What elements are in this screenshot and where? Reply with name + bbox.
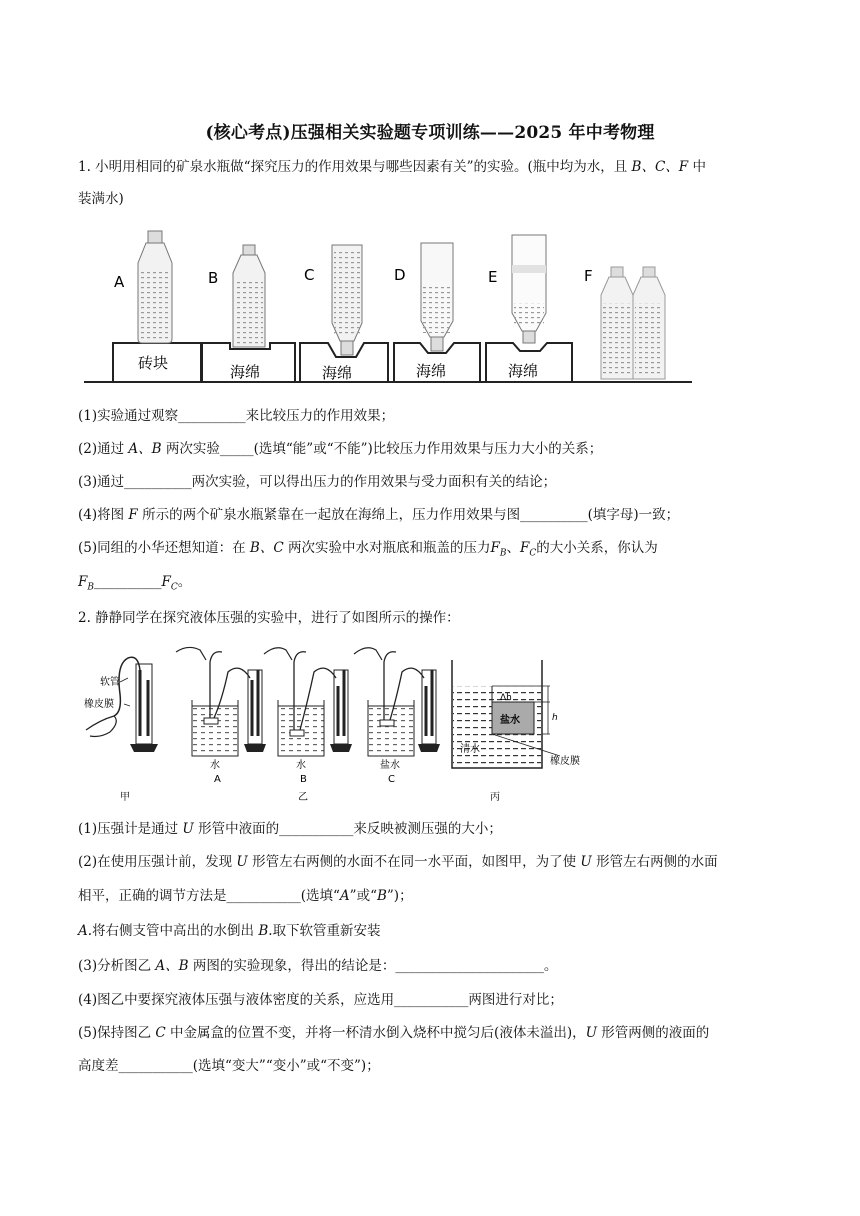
label-water-b: 水 — [296, 760, 306, 771]
q2-sub3: (3)分析图乙 A、B 两图的实验现象，得出的结论是：______________________。 — [78, 958, 558, 974]
label-jia: 甲 — [120, 792, 130, 803]
q2-sub4: (4)图乙中要探究液体压强与液体密度的关系，应选用___________两图进行对比； — [78, 992, 563, 1008]
sponge-d-label: 海绵 — [416, 362, 447, 380]
bottle-e — [512, 235, 546, 343]
label-a2: A — [214, 774, 221, 785]
q2-sub5-line2: 高度差___________(选填“变大”“变小”或“不变”)； — [78, 1058, 380, 1074]
q1-sub5: (5)同组的小华还想知道：在 B、C 两次实验中水对瓶底和瓶盖的压力$F_B$、$F_C$的大小关系，你认为 — [78, 540, 658, 559]
gauge-b — [264, 648, 352, 756]
q2-sub2: (2)在使用压强计前，发现 U 形管左右两侧的水面不在同一水平面，如图甲，为了使 U 形管左右两侧的水面 — [78, 854, 718, 870]
q2-sub5: (5)保持图乙 C 中金属盒的位置不变，并将一杯清水倒入烧杯中搅匀后(液体未溢出)，U 形管两侧的液面的 — [78, 1025, 710, 1041]
label-c2: C — [388, 774, 395, 785]
label-h: h — [552, 713, 558, 723]
bottles-f — [601, 267, 665, 379]
q1-stem-text: 1. 小明用相同的矿泉水瓶做“探究压力的作用效果与哪些因素有关”的实验。(瓶中均为水，且 — [78, 159, 628, 175]
bottle-b — [233, 245, 265, 347]
q1-stem-letters: B、C、F — [631, 159, 689, 175]
pressure-figure — [80, 640, 620, 810]
soft-tube-label: 软管 — [100, 677, 120, 688]
q2-sub1: (1)压强计是通过 U 形管中液面的___________来反映被测压强的大小； — [78, 821, 502, 837]
label-water-a: 水 — [210, 760, 220, 771]
label-d: D — [394, 266, 406, 284]
membrane-label: 橡皮膜 — [84, 699, 114, 710]
sponge-e-label: 海绵 — [508, 362, 539, 380]
brick-label: 砖块 — [138, 354, 169, 372]
label-dh: Δh — [500, 693, 512, 703]
page-title: (核心考点)压强相关实验题专项训练——2025 年中考物理 — [205, 123, 655, 143]
label-clear-water: 清水 — [460, 744, 480, 755]
label-f: F — [584, 267, 593, 285]
sponge-c-label: 海绵 — [322, 364, 353, 382]
q1-sub4: (4)将图 F 所示的两个矿泉水瓶紧靠在一起放在海绵上，压力作用效果与图__________(填字母)一致； — [78, 507, 680, 523]
label-membrane2: 橡皮膜 — [550, 756, 580, 767]
bottle-c — [332, 245, 362, 355]
q1-stem — [78, 156, 783, 178]
q1-stem-line2: 装满水) — [78, 191, 124, 207]
q1-sub2: (2)通过 A、B 两次实验_____(选填“能”或“不能”)比较压力作用效果与压力大小的关系； — [78, 441, 603, 457]
q1-sub5-line2: $F_B\_\_\_\_\_\_\_\_\_\_F_C$。 — [78, 574, 192, 593]
q1-stem-text2: 中 — [688, 159, 706, 175]
q1-sub1: (1)实验通过观察__________来比较压力的作用效果； — [78, 408, 395, 424]
q2-sub2-line2: 相平，正确的调节方法是___________(选填“A”或“B”)； — [78, 888, 413, 904]
label-a: A — [114, 273, 125, 291]
q2-stem: 2. 静静同学在探究液体压强的实验中，进行了如图所示的操作： — [78, 610, 460, 626]
q1-sub3: (3)通过__________两次实验，可以得出压力的作用效果与受力面积有关的结论； — [78, 474, 557, 490]
sponge-b-label: 海绵 — [230, 363, 261, 381]
bottle-d — [421, 243, 453, 351]
label-yi: 乙 — [298, 792, 308, 803]
label-salt-c: 盐水 — [380, 760, 400, 771]
q2-options: A.将右侧支管中高出的水倒出 B.取下软管重新安装 — [78, 923, 381, 939]
bottles-figure — [80, 225, 720, 390]
label-c: C — [304, 266, 315, 284]
label-b: B — [208, 269, 219, 287]
gauge-c — [354, 648, 440, 756]
gauge-a — [176, 647, 266, 756]
label-b2: B — [300, 774, 307, 785]
bottle-a — [138, 231, 172, 343]
label-salt-bing: 盐水 — [500, 715, 520, 726]
label-e: E — [488, 268, 498, 286]
label-bing: 丙 — [490, 792, 500, 803]
